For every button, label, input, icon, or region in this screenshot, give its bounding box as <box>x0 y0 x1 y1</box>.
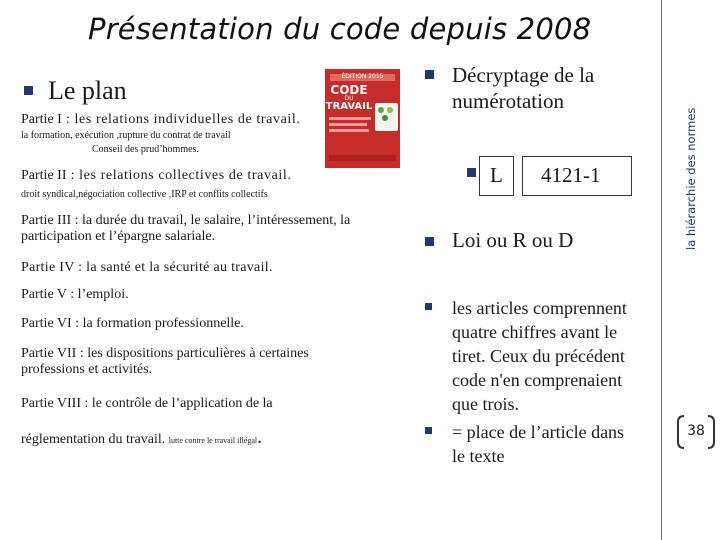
partie-i-sub1: la formation, exécution ,rupture du contrat de travail <box>21 130 231 141</box>
letter-box: L <box>479 156 514 196</box>
partie-iv: Partie IV : la santé et la sécurité au travail. <box>21 260 273 275</box>
page-number: 38 <box>676 414 716 450</box>
partie-vi: Partie VI : la formation professionnelle. <box>21 316 244 331</box>
types-bullet-icon <box>425 237 434 246</box>
articles-paragraph: les articles comprennent quatre chiffres avant le tiret. Ceux du précédent code n'en comprenaient que trois. <box>452 298 627 414</box>
decryptage-heading: Décryptage de la numérotation <box>452 63 595 113</box>
decryptage-bullet-icon <box>425 70 434 79</box>
page-title: Présentation du code depuis 2008 <box>88 12 592 46</box>
articles-bullet-icon <box>425 303 432 310</box>
partie-vii-line2: professions et activités. <box>21 362 153 377</box>
place-bullet-icon <box>425 427 432 434</box>
partie-ii: Partie II : les relations collectives de travail. <box>21 168 292 183</box>
side-label: la hiérarchie des normes <box>684 107 698 250</box>
partie-iii-line2: participation et l’épargne salariale. <box>21 229 216 244</box>
partie-vii-line1: Partie VII : les dispositions particulières à certaines <box>21 346 309 361</box>
place-paragraph: = place de l’article dans le texte <box>452 422 625 466</box>
partie-i-sub2: Conseil des prud’hommes. <box>92 144 199 155</box>
partie-viii-line1: Partie VIII : le contrôle de l’application de la <box>21 396 273 411</box>
partie-i: Partie I : les relations individuelles de travail. <box>21 112 301 127</box>
partie-ii-sub: droit syndical,négociation collective ,IRP et conflits collectifs <box>21 189 268 200</box>
article-types: Loi ou R ou D <box>452 228 574 252</box>
partie-v: Partie V : l’emploi. <box>21 287 129 302</box>
book-publisher-band <box>329 155 396 161</box>
side-divider <box>661 0 662 540</box>
partie-viii-line2: réglementation du travail. lutte contre le travail illégal. <box>21 426 263 448</box>
book-sticker-icon <box>375 103 398 131</box>
plan-bullet-icon <box>24 86 33 95</box>
numero-bullet-icon <box>467 168 476 177</box>
code-du-travail-book-cover: ÉDITION 2015 CODE DU TRAVAIL <box>325 69 400 168</box>
number-box: 4121-1 <box>522 156 632 196</box>
plan-heading: Le plan <box>48 76 127 105</box>
partie-iii-line1: Partie III : la durée du travail, le salaire, l’intéressement, la <box>21 213 351 228</box>
